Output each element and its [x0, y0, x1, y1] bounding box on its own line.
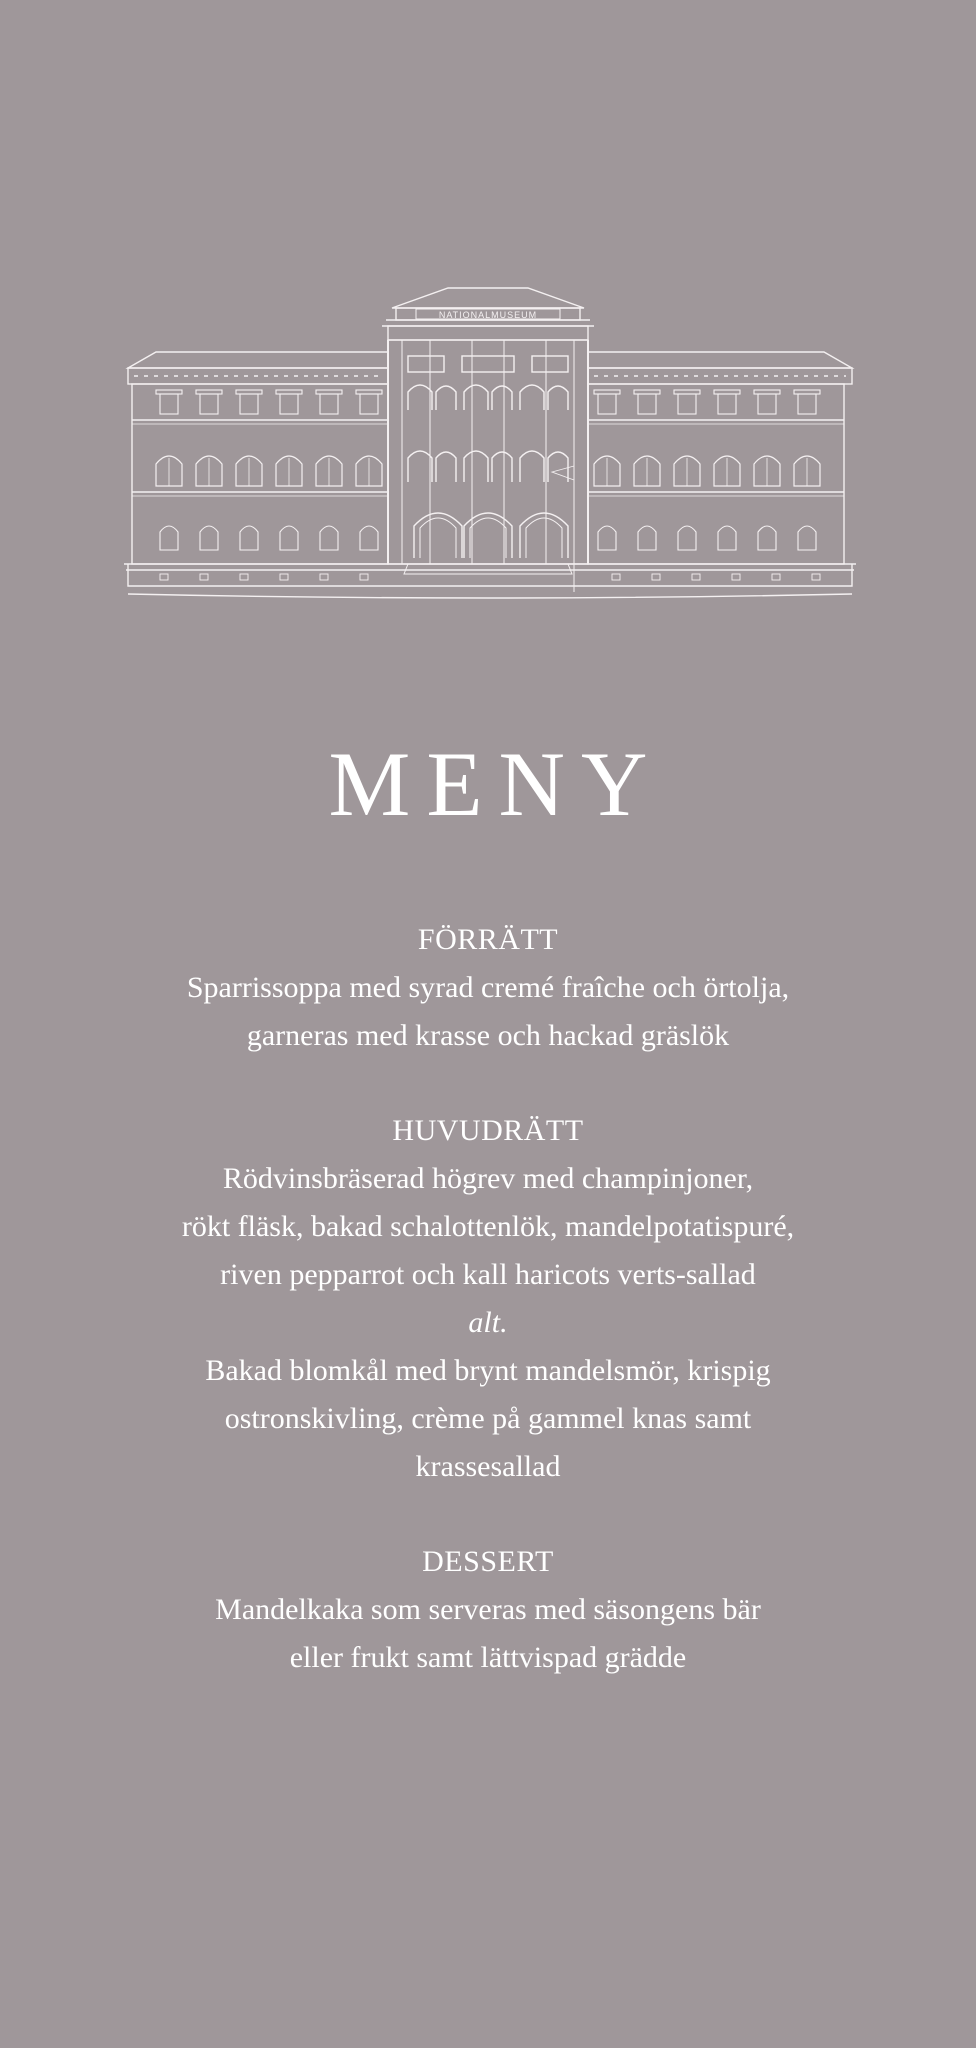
course-line: riven pepparrot och kall haricots verts-sallad [220, 1258, 756, 1291]
course-dessert [0, 1538, 976, 1682]
course-heading: HUVUDRÄTT [392, 1114, 584, 1147]
course-line: Bakad blomkål med brynt mandelsmör, krispig [205, 1354, 771, 1387]
menu-title: MENY [328, 733, 664, 835]
course-heading: FÖRRÄTT [417, 923, 559, 956]
museum-building-illustration [124, 282, 856, 622]
course-line: Sparrissoppa med syrad cremé fraîche och örtolja, [186, 971, 790, 1004]
course-starter [0, 916, 976, 1060]
course-heading: DESSERT [422, 1545, 554, 1578]
course-line: Rödvinsbräserad högrev med champinjoner, [222, 1162, 754, 1195]
building-line-art [124, 282, 856, 622]
building-sign-text: NATIONALMUSEUM [438, 310, 538, 320]
course-line: garneras med krasse och hackad gräslök [246, 1019, 730, 1052]
course-main [0, 1107, 976, 1491]
course-line: ostronskivling, crème på gammel knas samt [224, 1402, 752, 1435]
course-alternative-label: alt. [468, 1306, 508, 1339]
course-line: krassesallad [415, 1450, 561, 1483]
course-line: rökt fläsk, bakad schalottenlök, mandelpotatispuré, [181, 1210, 795, 1243]
course-line: Mandelkaka som serveras med säsongens bär [215, 1593, 761, 1626]
course-line: eller frukt samt lättvispad grädde [289, 1641, 687, 1674]
menu-courses [0, 916, 976, 1729]
